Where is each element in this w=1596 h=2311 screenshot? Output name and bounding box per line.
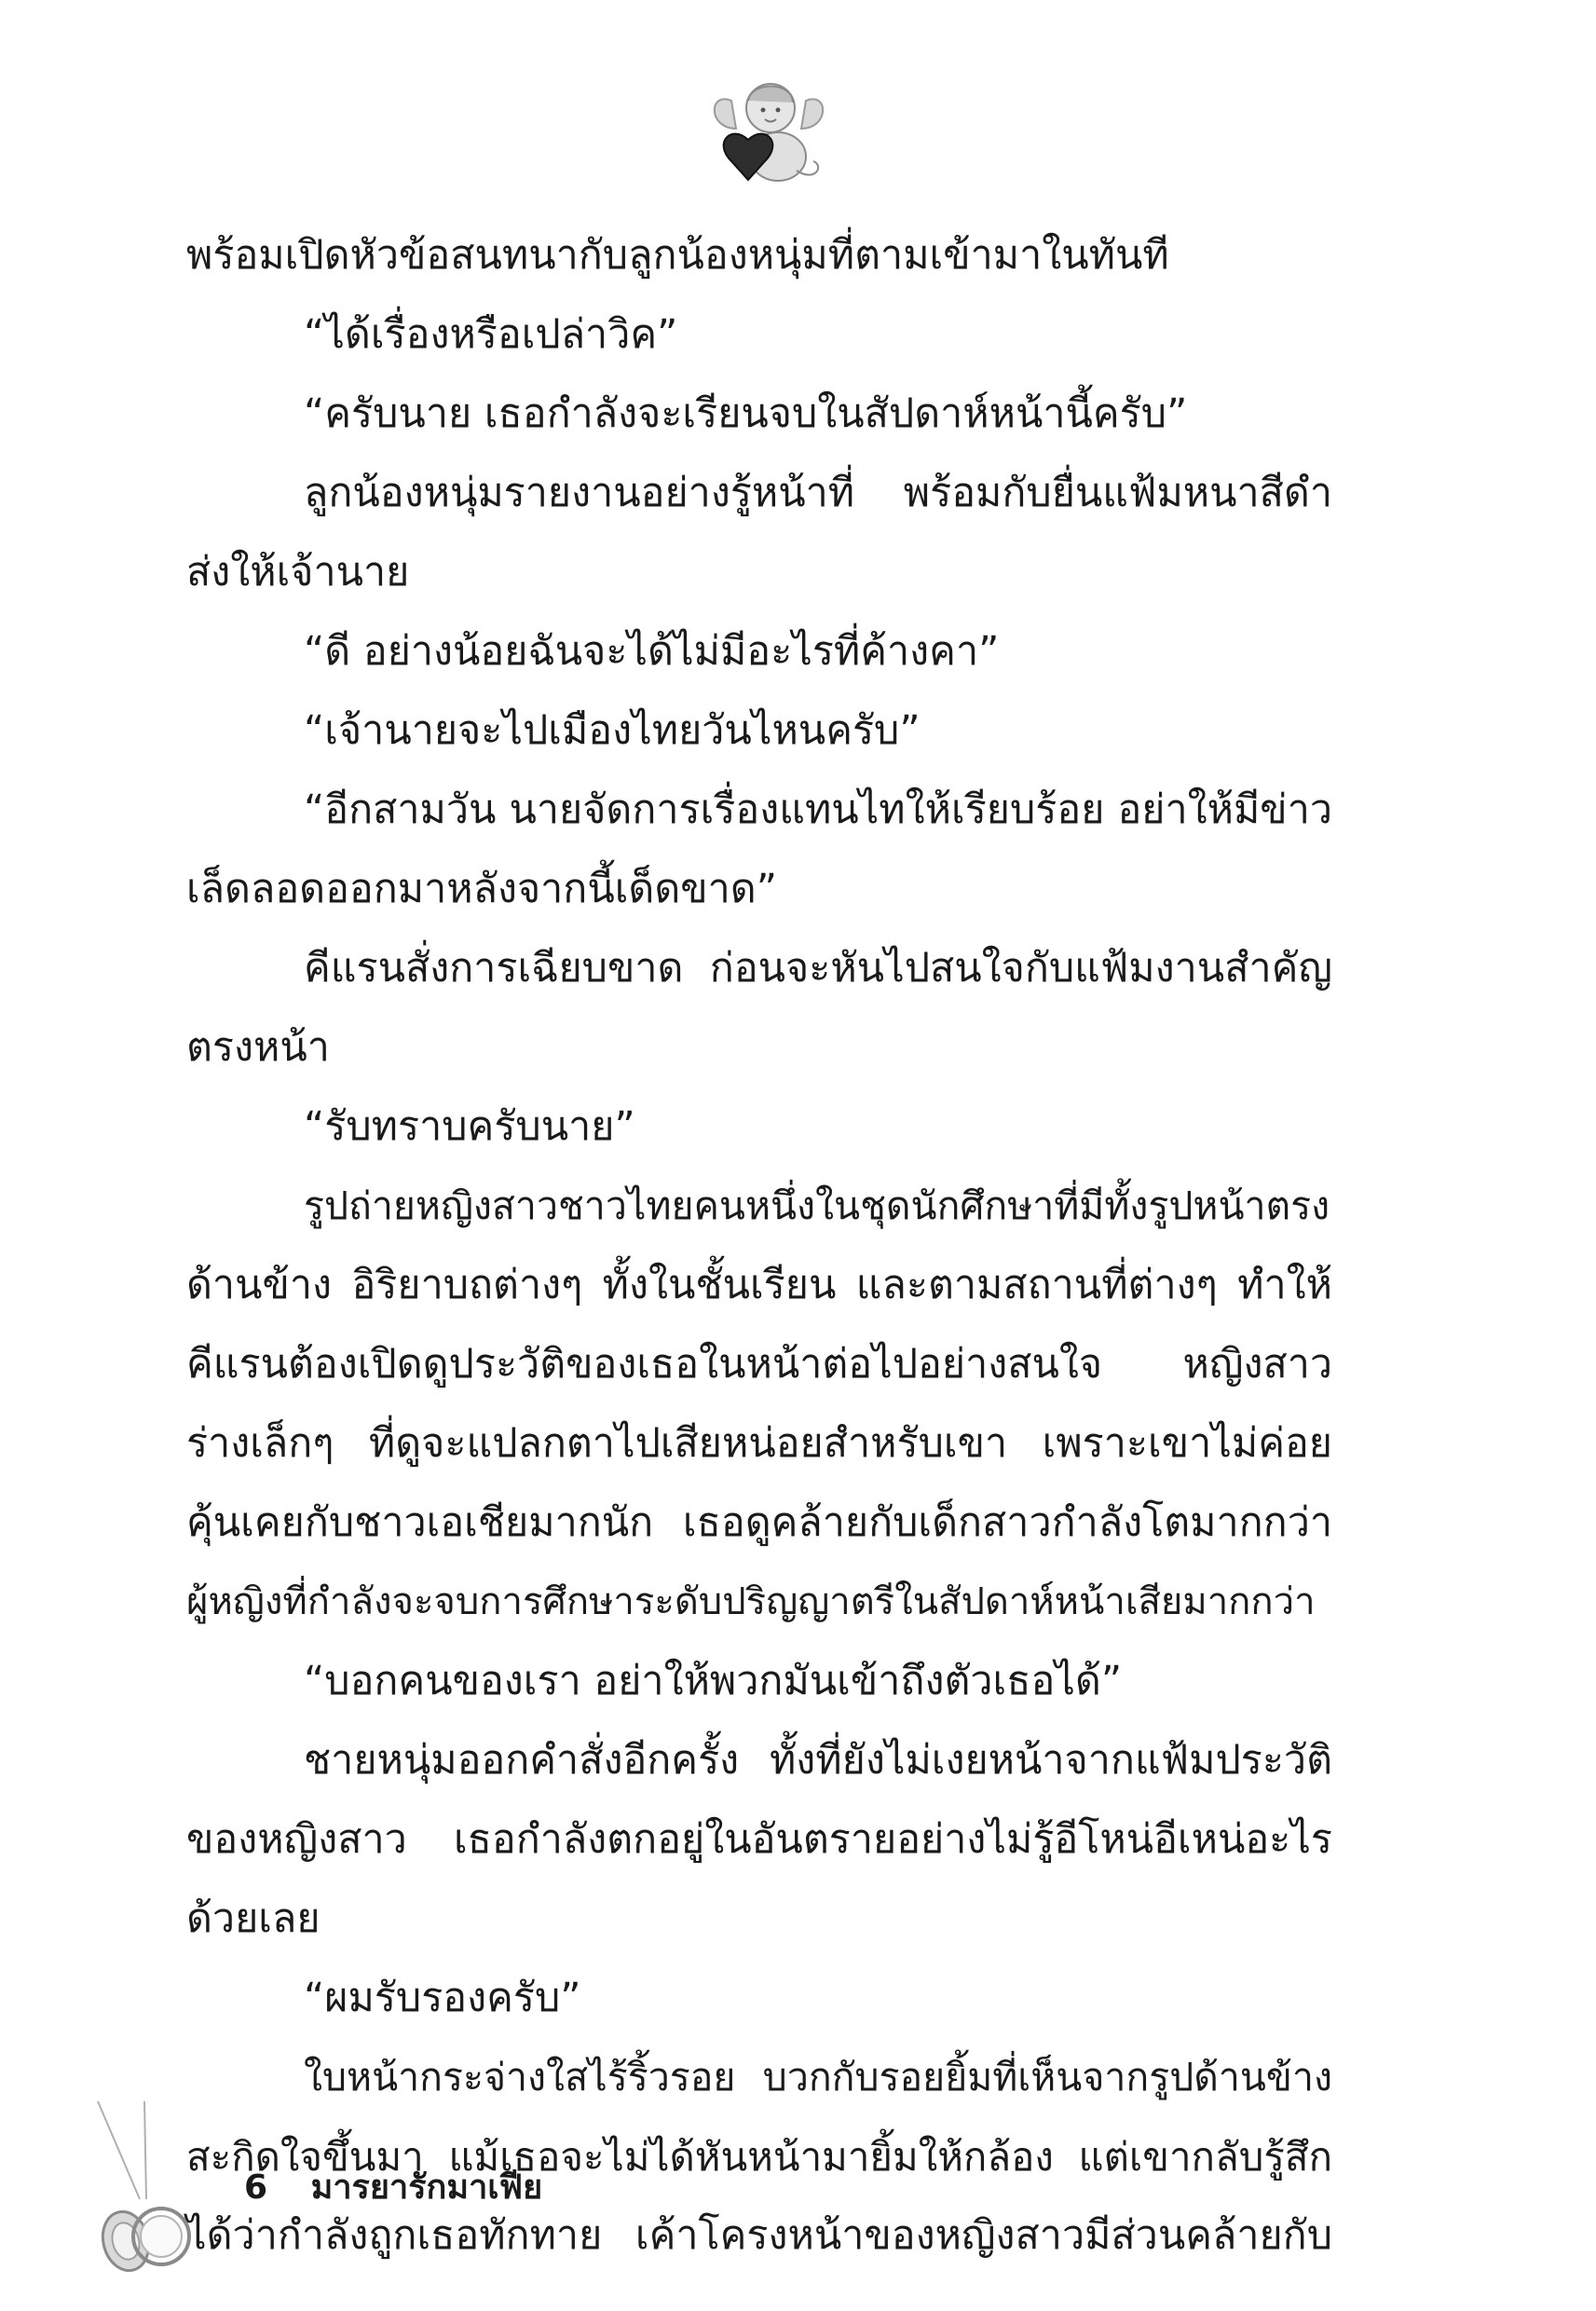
- text-line: ได้ว่ากำลังถูกเธอทักทาย เค้าโครงหน้าของหญิงสาวมีส่วนคล้ายกับ: [186, 2212, 1332, 2259]
- text-line: ด้วยเลย: [186, 1895, 321, 1942]
- text-line: คุ้นเคยกับชาวเอเชียมากนัก เธอดูคล้ายกับเด็กสาวกำลังโตมากกว่า: [186, 1499, 1332, 1546]
- text-line: สะกิดใจขึ้นมา แม้เธอจะไม่ได้หันหน้ามายิ้มให้กล้อง แต่เขากลับรู้สึก: [186, 2134, 1332, 2180]
- text-line: รูปถ่ายหญิงสาวชาวไทยคนหนึ่งในชุดนักศึกษาที่มีทั้งรูปหน้าตรง: [304, 1183, 1330, 1228]
- text-line: “บอกคนของเรา อย่าให้พวกมันเข้าถึงตัวเธอได้”: [304, 1658, 1123, 1704]
- text-line: “รับทราบครับนาย”: [304, 1103, 635, 1150]
- text-line: “ดี อย่างน้อยฉันจะได้ไม่มีอะไรที่ค้างคา”: [304, 628, 1000, 675]
- text-line: ด้านข้าง อิริยาบถต่างๆ ทั้งในชั้นเรียน และตามสถานที่ต่างๆ ทำให้: [186, 1262, 1332, 1308]
- text-line: ของหญิงสาว เธอกำลังตกอยู่ในอันตรายอย่างไม่รู้อีโหน่อีเหน่อะไร: [186, 1816, 1332, 1863]
- text-line: ส่งให้เจ้านาย: [186, 549, 410, 595]
- text-line: ผู้หญิงที่กำลังจะจบการศึกษาระดับปริญญาตรีในสัปดาห์หน้าเสียมากกว่า: [186, 1580, 1316, 1623]
- text-line: ร่างเล็กๆ ที่ดูจะแปลกตาไปเสียหน่อยสำหรับเขา เพราะเขาไม่ค่อย: [186, 1420, 1332, 1467]
- page-number: 6: [244, 2168, 268, 2207]
- text-line: ลูกน้องหนุ่มรายงานอย่างรู้หน้าที่ พร้อมกับยื่นแฟ้มหนาสีดำ: [304, 470, 1332, 516]
- locket-icon: [89, 2101, 191, 2274]
- text-line: “ผมรับรองครับ”: [304, 1975, 581, 2021]
- text-line: “เจ้านายจะไปเมืองไทยวันไหนครับ”: [304, 707, 921, 754]
- text-line: “ได้เรื่องหรือเปล่าวิค”: [304, 311, 678, 358]
- text-line: คีแรนต้องเปิดดูประวัติของเธอในหน้าต่อไปอย่างสนใจ หญิงสาว: [186, 1341, 1332, 1388]
- page-footer: [244, 2160, 542, 2216]
- book-title: มารยารักมาเฟีย: [310, 2168, 543, 2207]
- story-text: [186, 216, 1332, 2276]
- text-line: ใบหน้ากระจ่างใสไร้ริ้วรอย บวกกับรอยยิ้มที่เห็นจากรูปด้านข้าง: [304, 2055, 1332, 2099]
- text-line: พร้อมเปิดหัวข้อสนทนากับลูกน้องหนุ่มที่ตามเข้ามาในทันที: [186, 232, 1169, 279]
- text-line: คีแรนสั่งการเฉียบขาด ก่อนจะหันไปสนใจกับแฟ้มงานสำคัญ: [304, 945, 1332, 991]
- text-line: ตรงหน้า: [186, 1024, 330, 1071]
- text-line: “อีกสามวัน นายจัดการเรื่องแทนไทให้เรียบร้อย อย่าให้มีข่าว: [304, 786, 1332, 833]
- text-line: เล็ดลอดออกมาหลังจากนี้เด็ดขาด”: [186, 866, 777, 912]
- cupid-heart-icon: [703, 73, 834, 189]
- text-line: “ครับนาย เธอกำลังจะเรียนจบในสัปดาห์หน้านี้ครับ”: [304, 390, 1188, 437]
- text-line: ชายหนุ่มออกคำสั่งอีกครั้ง ทั้งที่ยังไม่เงยหน้าจากแฟ้มประวัติ: [304, 1737, 1332, 1784]
